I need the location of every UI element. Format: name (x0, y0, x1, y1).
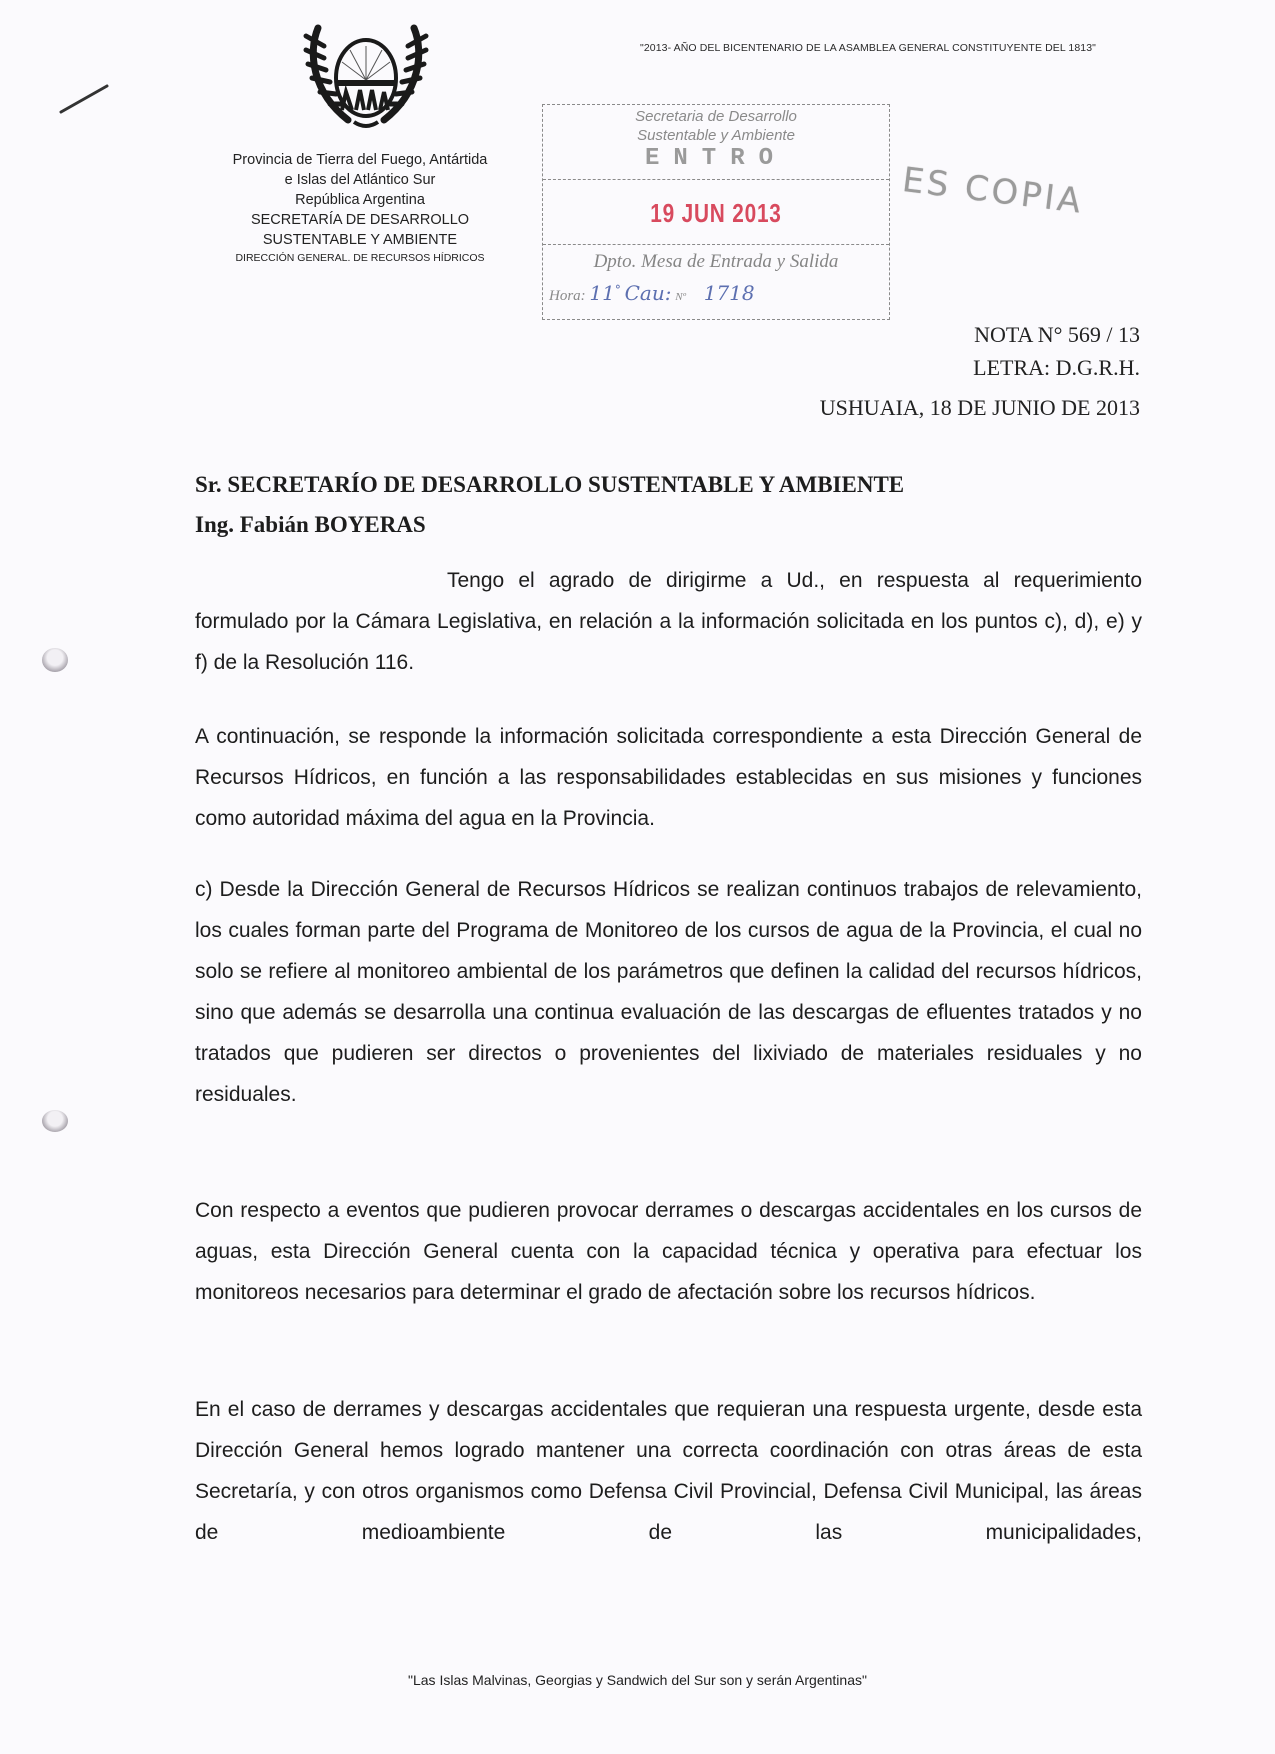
stamp-hora-row (543, 273, 889, 305)
pen-stroke-mark (55, 80, 115, 120)
paragraph-coordination: En el caso de derrames y descargas accidentales que requieran una respuesta urgente, desde esta Dirección General hemos logrado mantener una correcta coordinación con otras áreas de esta Secretaría, y con otros organismos como Defensa Civil Provincial, Defensa Civil Municipal, las áreas de medioambiente de las municipalidades, (195, 1398, 1142, 1544)
stamp-office-2: Sustentable y Ambiente (637, 127, 795, 144)
stamp-initials: Cau: (624, 281, 672, 305)
letterhead-province: Provincia de Tierra del Fuego, Antártida (232, 152, 488, 168)
stamp-hora-label: Hora: (549, 288, 586, 304)
letterhead-secretariat: SECRETARÍA DE DESARROLLO (250, 212, 470, 228)
stamp-entro-label: ENTRO (644, 145, 787, 172)
punch-hole-mark (42, 648, 68, 672)
stamp-numero-value: 1718 (703, 281, 755, 305)
punch-hole-mark (42, 1110, 68, 1132)
paragraph-point-c: c) Desde la Dirección General de Recursos Hídricos se realizan continuos trabajos de relevamiento, los cuales forman parte del Programa de Monitoreo de los cursos de agua de la Provincia, el cual no solo se refiere al monitoreo ambiental de los parámetros que definen la calidad del recursos hídricos, sino que además se desarrolla una continua evaluación de las descargas de efluentes tratados y no tratados que pudieren ser directos o provenientes del lixiviado de materiales residuales y no residuales. (195, 878, 1142, 1106)
paragraph-intro: Tengo el agrado de dirigirme a Ud., en respuesta al requerimiento formulado por la Cámara Legislativa, en relación a la información solicitada en los puntos c), d), e) y f) de la Resolución 116. (195, 569, 1142, 674)
coat-of-arms-icon (298, 22, 434, 132)
footer-motto: "Las Islas Malvinas, Georgias y Sandwich del Sur son y serán Argentinas" (408, 1672, 867, 1688)
place-date: USHUAIA, 18 DE JUNIO DE 2013 (819, 395, 1140, 420)
letterhead-islands: e Islas del Atlántico Sur (284, 172, 436, 188)
stamp-office: Secretaria de Desarrollo (635, 108, 797, 125)
letterhead-directorate: DIRECCIÓN GENERAL. DE RECURSOS HÍDRICOS (235, 252, 485, 264)
letterhead-country: República Argentina (295, 192, 425, 208)
note-number: NOTA N° 569 / 13 (974, 322, 1140, 347)
stamp-department: Dpto. Mesa de Entrada y Salida (593, 251, 839, 272)
letterhead-secretariat-2: SUSTENTABLE Y AMBIENTE (262, 232, 458, 248)
addressee-name: Ing. Fabián BOYERAS (195, 512, 426, 537)
paragraph-context: A continuación, se responde la información solicitada correspondiente a esta Dirección General de Recursos Hídricos, en función a las responsabilidades establecidas en sus misiones y funciones como autoridad máxima del agua en la Provincia. (195, 725, 1142, 830)
stamp-numero-label: Nº (675, 291, 686, 303)
addressee-title: Sr. SECRETARÍO DE DESARROLLO SUSTENTABLE Y AMBIENTE (195, 472, 905, 497)
note-letter: LETRA: D.G.R.H. (973, 355, 1140, 380)
stamp-hora-value: 11 (589, 281, 615, 305)
stamp-date: 19 JUN 2013 (650, 198, 782, 228)
paragraph-spill-capacity: Con respecto a eventos que pudieren provocar derrames o descargas accidentales en los cursos de aguas, esta Dirección General cuenta con la capacidad técnica y operativa para efectuar los monitoreos necesarios para determinar el grado de afectación sobre los recursos hídricos. (195, 1199, 1142, 1304)
year-motto: "2013- AÑO DEL BICENTENARIO DE LA ASAMBLEA GENERAL CONSTITUYENTE DEL 1813" (640, 42, 1097, 54)
stamp-hora-suffix: ° (614, 283, 621, 297)
copy-stamp: ES COPIA (900, 160, 1086, 222)
addressee (195, 465, 1142, 545)
letterhead (200, 150, 520, 266)
reception-stamp (542, 104, 890, 320)
